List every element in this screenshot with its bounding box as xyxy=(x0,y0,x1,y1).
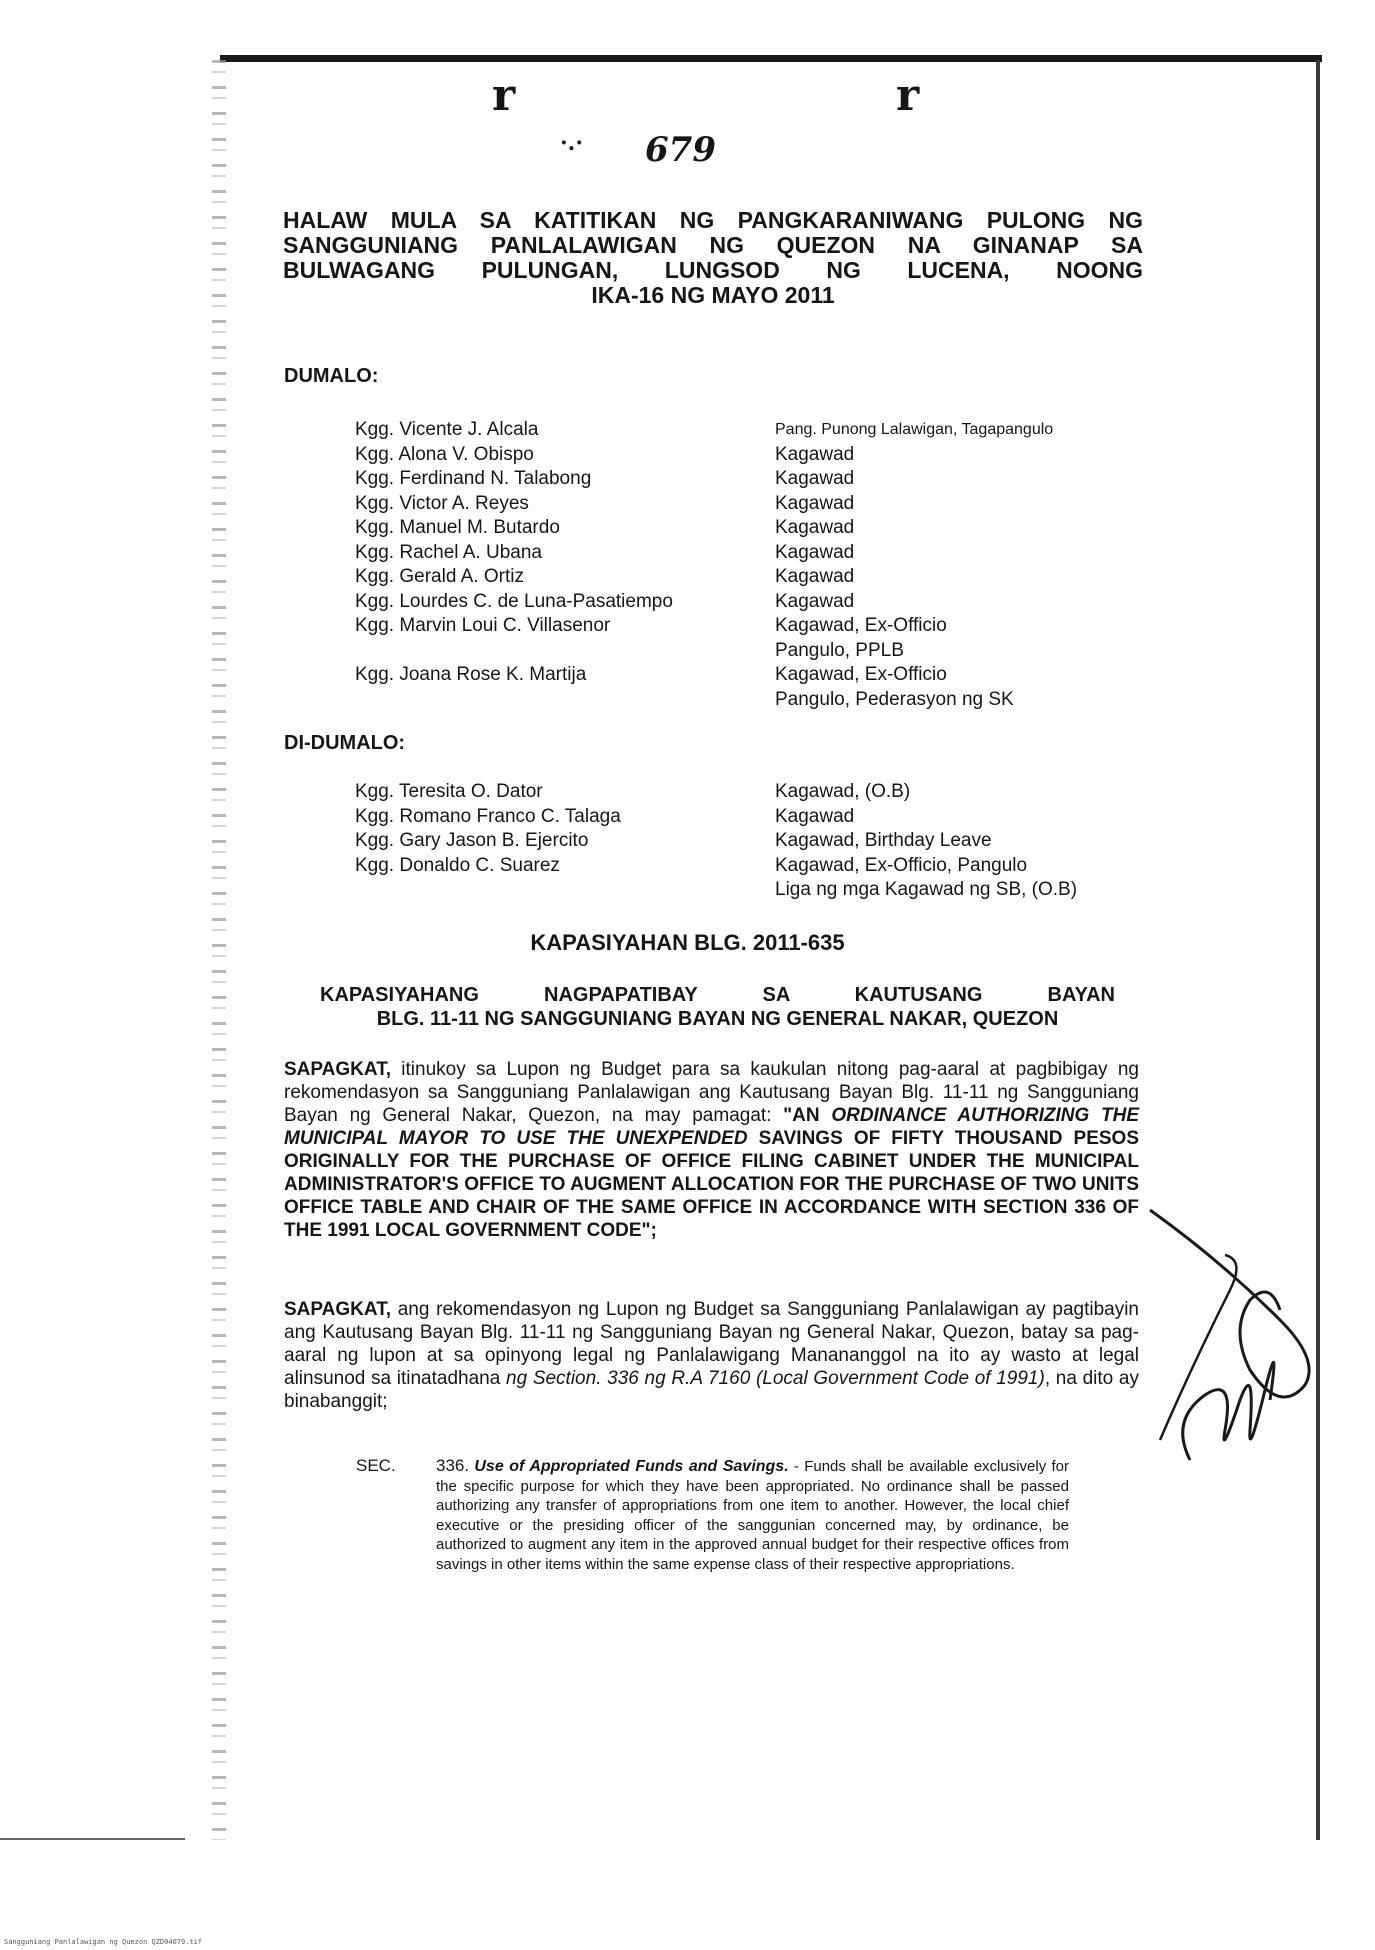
member-row xyxy=(355,443,1155,468)
member-role: Kagawad xyxy=(775,805,855,827)
section-quote xyxy=(436,1456,1069,1574)
member-name: Kgg. Vicente J. Alcala xyxy=(355,419,539,440)
member-name: Kgg. Ferdinand N. Talabong xyxy=(355,468,592,489)
member-row xyxy=(355,565,1155,590)
heading-line: SANGGUNIANG PANLALAWIGAN NG QUEZON NA GINANAP SA xyxy=(283,232,1143,258)
present-list xyxy=(355,418,1155,712)
member-role: Pang. Punong Lalawigan, Tagapangulo xyxy=(775,421,1054,438)
member-row xyxy=(355,780,1155,805)
member-row xyxy=(355,614,1155,639)
member-name: Kgg. Victor A. Reyes xyxy=(355,492,529,514)
whereas-lead: SAPAGKAT, xyxy=(284,1299,391,1320)
member-name: Kgg. Rachel A. Ubana xyxy=(355,541,542,563)
section-heading: Use of Appropriated Funds and Savings. xyxy=(474,1458,789,1475)
member-role: Kagawad, Ex-Officio, Pangulo xyxy=(775,854,1028,876)
scan-footer-note: Sangguniang Panlalawigan ng Quezon QZD04079.tif xyxy=(4,1938,203,1946)
member-name xyxy=(355,639,775,664)
law-citation: ng Section. 336 ng R.A 7160 (Local Government Code of 1991) xyxy=(506,1368,1045,1389)
whereas-paragraph-1 xyxy=(284,1058,1139,1242)
member-row xyxy=(355,688,1155,713)
hole-punch-mark-right: r xyxy=(896,70,920,121)
section-text: - Funds shall be available exclusively for the specific purpose for which they have been appropriated. No ordinance shall be passed authorizing any transfer of appropriations from one item to another. However, the local chief executive or the presiding officer of the sanggunian concerned may, by ordinance, be authorized to augment any item in the approved annual budget for their respective offices from savings in other items within the same expense class of their respective appropriations. xyxy=(436,1458,1069,1573)
absent-list xyxy=(355,780,1155,903)
member-name: Kgg. Lourdes C. de Luna-Pasatiempo xyxy=(355,590,673,612)
member-role: Kagawad xyxy=(775,566,855,587)
member-role: Kagawad xyxy=(775,468,855,489)
handwritten-signature-icon xyxy=(1130,1170,1330,1470)
member-role: Liga ng mga Kagawad ng SB, (O.B) xyxy=(775,879,1078,900)
member-row xyxy=(355,639,1155,664)
whereas-tail: , na dito ay binabanggit; xyxy=(284,1368,1139,1412)
member-role: Kagawad xyxy=(775,517,855,538)
member-role: Kagawad xyxy=(775,443,855,465)
member-name: Kgg. Gary Jason B. Ejercito xyxy=(355,830,589,851)
page-stamp-number: 679 xyxy=(645,130,716,170)
subtitle-line: BLG. 11-11 NG SANGGUNIANG BAYAN NG GENERAL NAKAR, QUEZON xyxy=(376,1008,1059,1030)
member-row xyxy=(355,854,1155,879)
member-name: Kgg. Joana Rose K. Martija xyxy=(355,664,587,685)
member-row xyxy=(355,541,1155,566)
member-role: Kagawad xyxy=(775,492,855,514)
member-row xyxy=(355,516,1155,541)
member-name: Kgg. Marvin Loui C. Villasenor xyxy=(355,615,611,636)
member-row xyxy=(355,878,1155,903)
absent-title: DI-DUMALO: xyxy=(284,732,406,754)
member-row xyxy=(355,663,1155,688)
member-role: Pangulo, Pederasyon ng SK xyxy=(775,688,1014,710)
heading-line: IKA-16 NG MAYO 2011 xyxy=(591,282,835,308)
present-title: DUMALO: xyxy=(284,365,379,387)
member-name: Kgg. Alona V. Obispo xyxy=(355,443,534,465)
member-role: Kagawad, Ex-Officio xyxy=(775,664,947,685)
member-row xyxy=(355,590,1155,615)
ordinance-title-open: "AN xyxy=(783,1105,832,1126)
bottom-scan-rule xyxy=(0,1838,185,1840)
member-role: Kagawad, Birthday Leave xyxy=(775,830,992,851)
member-name: Kgg. Teresita O. Dator xyxy=(355,781,543,802)
resolution-subtitle xyxy=(320,983,1115,1031)
scan-dots: ·.· xyxy=(560,130,583,156)
heading-line: HALAW MULA SA KATITIKAN NG PANGKARANIWANG PULONG NG xyxy=(283,207,1143,233)
member-row xyxy=(355,467,1155,492)
subtitle-line: KAPASIYAHANG NAGPAPATIBAY SA KAUTUSANG BAYAN xyxy=(320,984,1115,1006)
member-name: Kgg. Donaldo C. Suarez xyxy=(355,854,560,876)
member-role: Kagawad, Ex-Officio xyxy=(775,615,947,636)
resolution-title: KAPASIYAHAN BLG. 2011-635 xyxy=(530,930,845,955)
whereas-text: itinukoy sa Lupon ng Budget para sa kaukulan nitong pag-aaral at pagbibigay ng rekomendasyon sa Sangguniang Panlalawigan ang Kautusang Bayan Blg. 11-11 ng Sangguniang Bayan ng General Nakar, Quezon, na may pamagat: xyxy=(284,1059,1139,1126)
hole-punch-mark-left: r xyxy=(492,70,516,121)
heading-line: BULWAGANG PULUNGAN, LUNGSOD NG LUCENA, NOONG xyxy=(283,257,1143,283)
section-number: 336. xyxy=(436,1456,470,1475)
member-row xyxy=(355,805,1155,830)
ordinance-title-rest: SAVINGS OF FIFTY THOUSAND PESOS ORIGINALLY FOR THE PURCHASE OF OFFICE FILING CABINET UNDER THE MUNICIPAL ADMINISTRATOR'S OFFICE TO AUGMENT ALLOCATION FOR THE PURCHASE OF TWO UNITS OFFICE TABLE AND CHAIR OF THE SAME OFFICE IN ACCORDANCE WITH SECTION 336 OF THE 1991 LOCAL GOVERNMENT CODE"; xyxy=(284,1128,1139,1241)
member-name xyxy=(355,688,775,713)
member-role: Kagawad, (O.B) xyxy=(775,781,911,802)
member-row xyxy=(355,829,1155,854)
member-name: Kgg. Manuel M. Butardo xyxy=(355,517,560,538)
member-name: Kgg. Romano Franco C. Talaga xyxy=(355,805,621,827)
section-label: SEC. xyxy=(356,1456,396,1475)
member-row xyxy=(355,418,1155,443)
member-role: Kagawad xyxy=(775,590,855,612)
member-name xyxy=(355,878,775,903)
member-role: Kagawad xyxy=(775,541,855,563)
whereas-lead: SAPAGKAT, xyxy=(284,1059,391,1080)
member-role: Pangulo, PPLB xyxy=(775,639,904,661)
document-heading xyxy=(283,208,1143,308)
top-scan-border xyxy=(220,55,1322,62)
whereas-text: ang rekomendasyon ng Lupon ng Budget sa Sangguniang Panlalawigan ay pagtibayin ang Kautusang Bayan Blg. 11-11 ng Sangguniang Bayan ng General Nakar, Quezon, batay sa pag-aaral ng lupon at sa opinyong legal ng Panlalawigang Manananggol na ito ay wasto at legal alinsunod sa itinatadhana xyxy=(284,1299,1139,1389)
member-row xyxy=(355,492,1155,517)
whereas-paragraph-2 xyxy=(284,1298,1139,1413)
ordinance-title-italic: ORDINANCE AUTHORIZING THE MUNICIPAL MAYOR TO USE THE UNEXPENDED xyxy=(284,1105,1140,1149)
member-name: Kgg. Gerald A. Ortiz xyxy=(355,566,524,587)
